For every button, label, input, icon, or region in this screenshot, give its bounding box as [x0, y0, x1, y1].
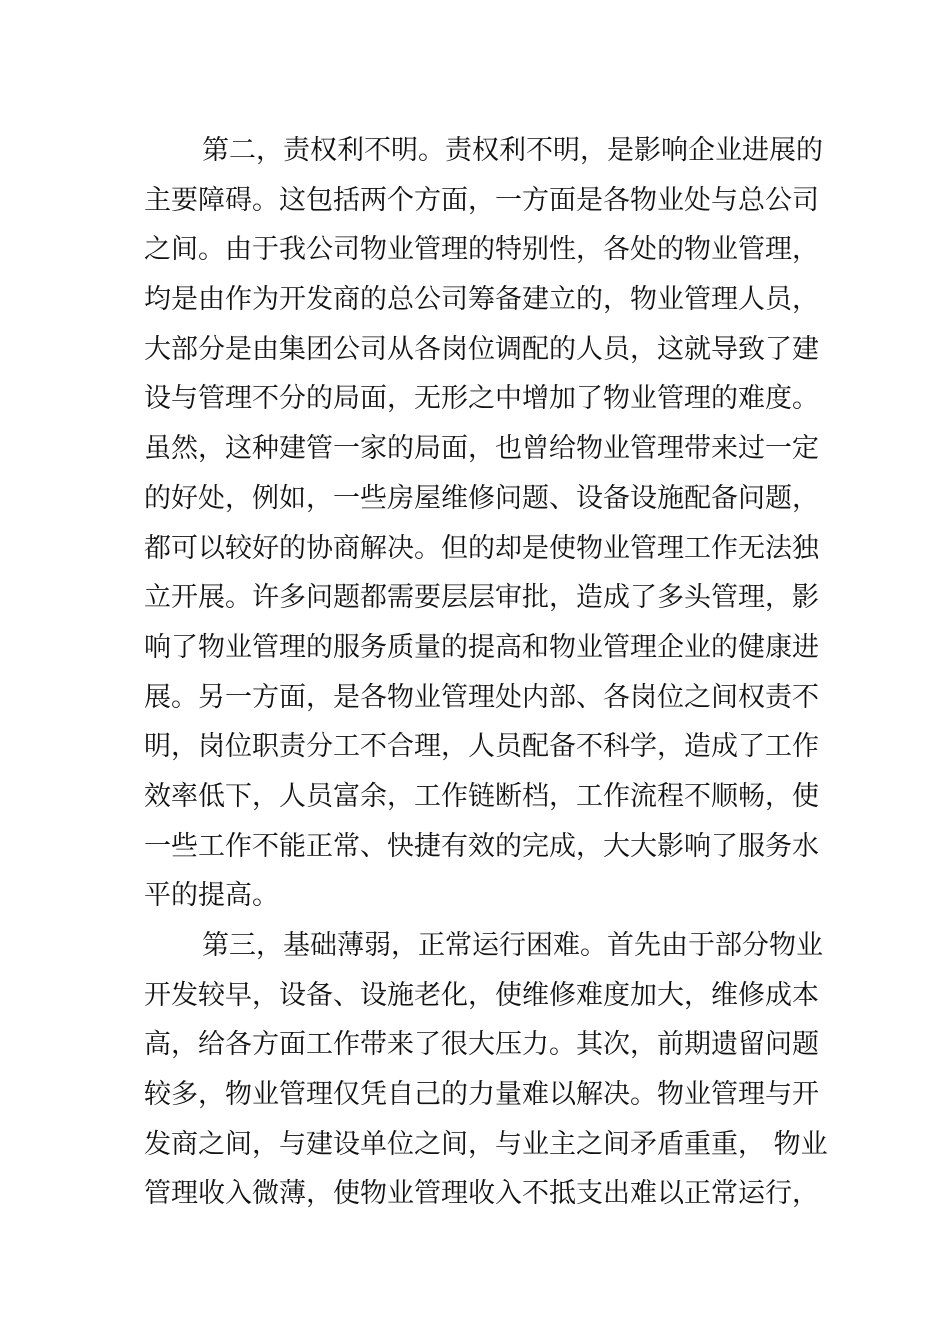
paragraph-1	[144, 126, 823, 921]
paragraph-line: 虽然，这种建管一家的局面，也曾给物业管理带来过一定	[144, 433, 819, 465]
paragraph-line: 较多，物业管理仅凭自己的力量难以解决。物业管理与开	[144, 1079, 819, 1111]
paragraph-line: 一些工作不能正常、快捷有效的完成，大大影响了服务水	[144, 830, 819, 862]
paragraph-line: 都可以较好的协商解决。但的却是使物业管理工作无法独	[144, 532, 819, 564]
paragraph-line: 高，给各方面工作带来了很大压力。其次，前期遗留问题	[144, 1029, 819, 1061]
paragraph-line: 响了物业管理的服务质量的提高和物业管理企业的健康进	[144, 631, 819, 663]
paragraph-line: 发商之间，与建设单位之间，与业主之间矛盾重重， 物业	[144, 1128, 828, 1160]
paragraph-line: 展。另一方面，是各物业管理处内部、各岗位之间权责不	[144, 681, 819, 713]
paragraph-line: 大部分是由集团公司从各岗位调配的人员，这就导致了建	[144, 333, 819, 365]
paragraph-line: 立开展。许多问题都需要层层审批，造成了多头管理，影	[144, 582, 819, 614]
paragraph-line: 均是由作为开发商的总公司筹备建立的，物业管理人员，	[144, 284, 819, 316]
paragraph-line: 的好处，例如，一些房屋维修问题、设备设施配备问题，	[144, 482, 819, 514]
paragraph-line: 开发较早，设备、设施老化，使维修难度加大，维修成本	[144, 979, 819, 1011]
paragraph-line: 第三，基础薄弱，正常运行困难。首先由于部分物业	[202, 930, 823, 961]
paragraph-2	[144, 921, 828, 1219]
paragraph-line: 主要障碍。这包括两个方面，一方面是各物业处与总公司	[144, 184, 819, 216]
paragraph-line: 设与管理不分的局面，无形之中增加了物业管理的难度。	[144, 383, 819, 415]
paragraph-line: 管理收入微薄，使物业管理收入不抵支出难以正常运行，	[144, 1178, 819, 1210]
paragraph-line: 平的提高。	[144, 880, 279, 912]
document-body	[144, 126, 828, 1219]
paragraph-line: 效率低下，人员富余，工作链断档，工作流程不顺畅，使	[144, 780, 819, 812]
paragraph-line: 明，岗位职责分工不合理，人员配备不科学，造成了工作	[144, 731, 819, 763]
paragraph-line: 之间。由于我公司物业管理的特别性，各处的物业管理，	[144, 234, 819, 266]
paragraph-line: 第二，责权利不明。责权利不明，是影响企业进展的	[202, 135, 823, 166]
